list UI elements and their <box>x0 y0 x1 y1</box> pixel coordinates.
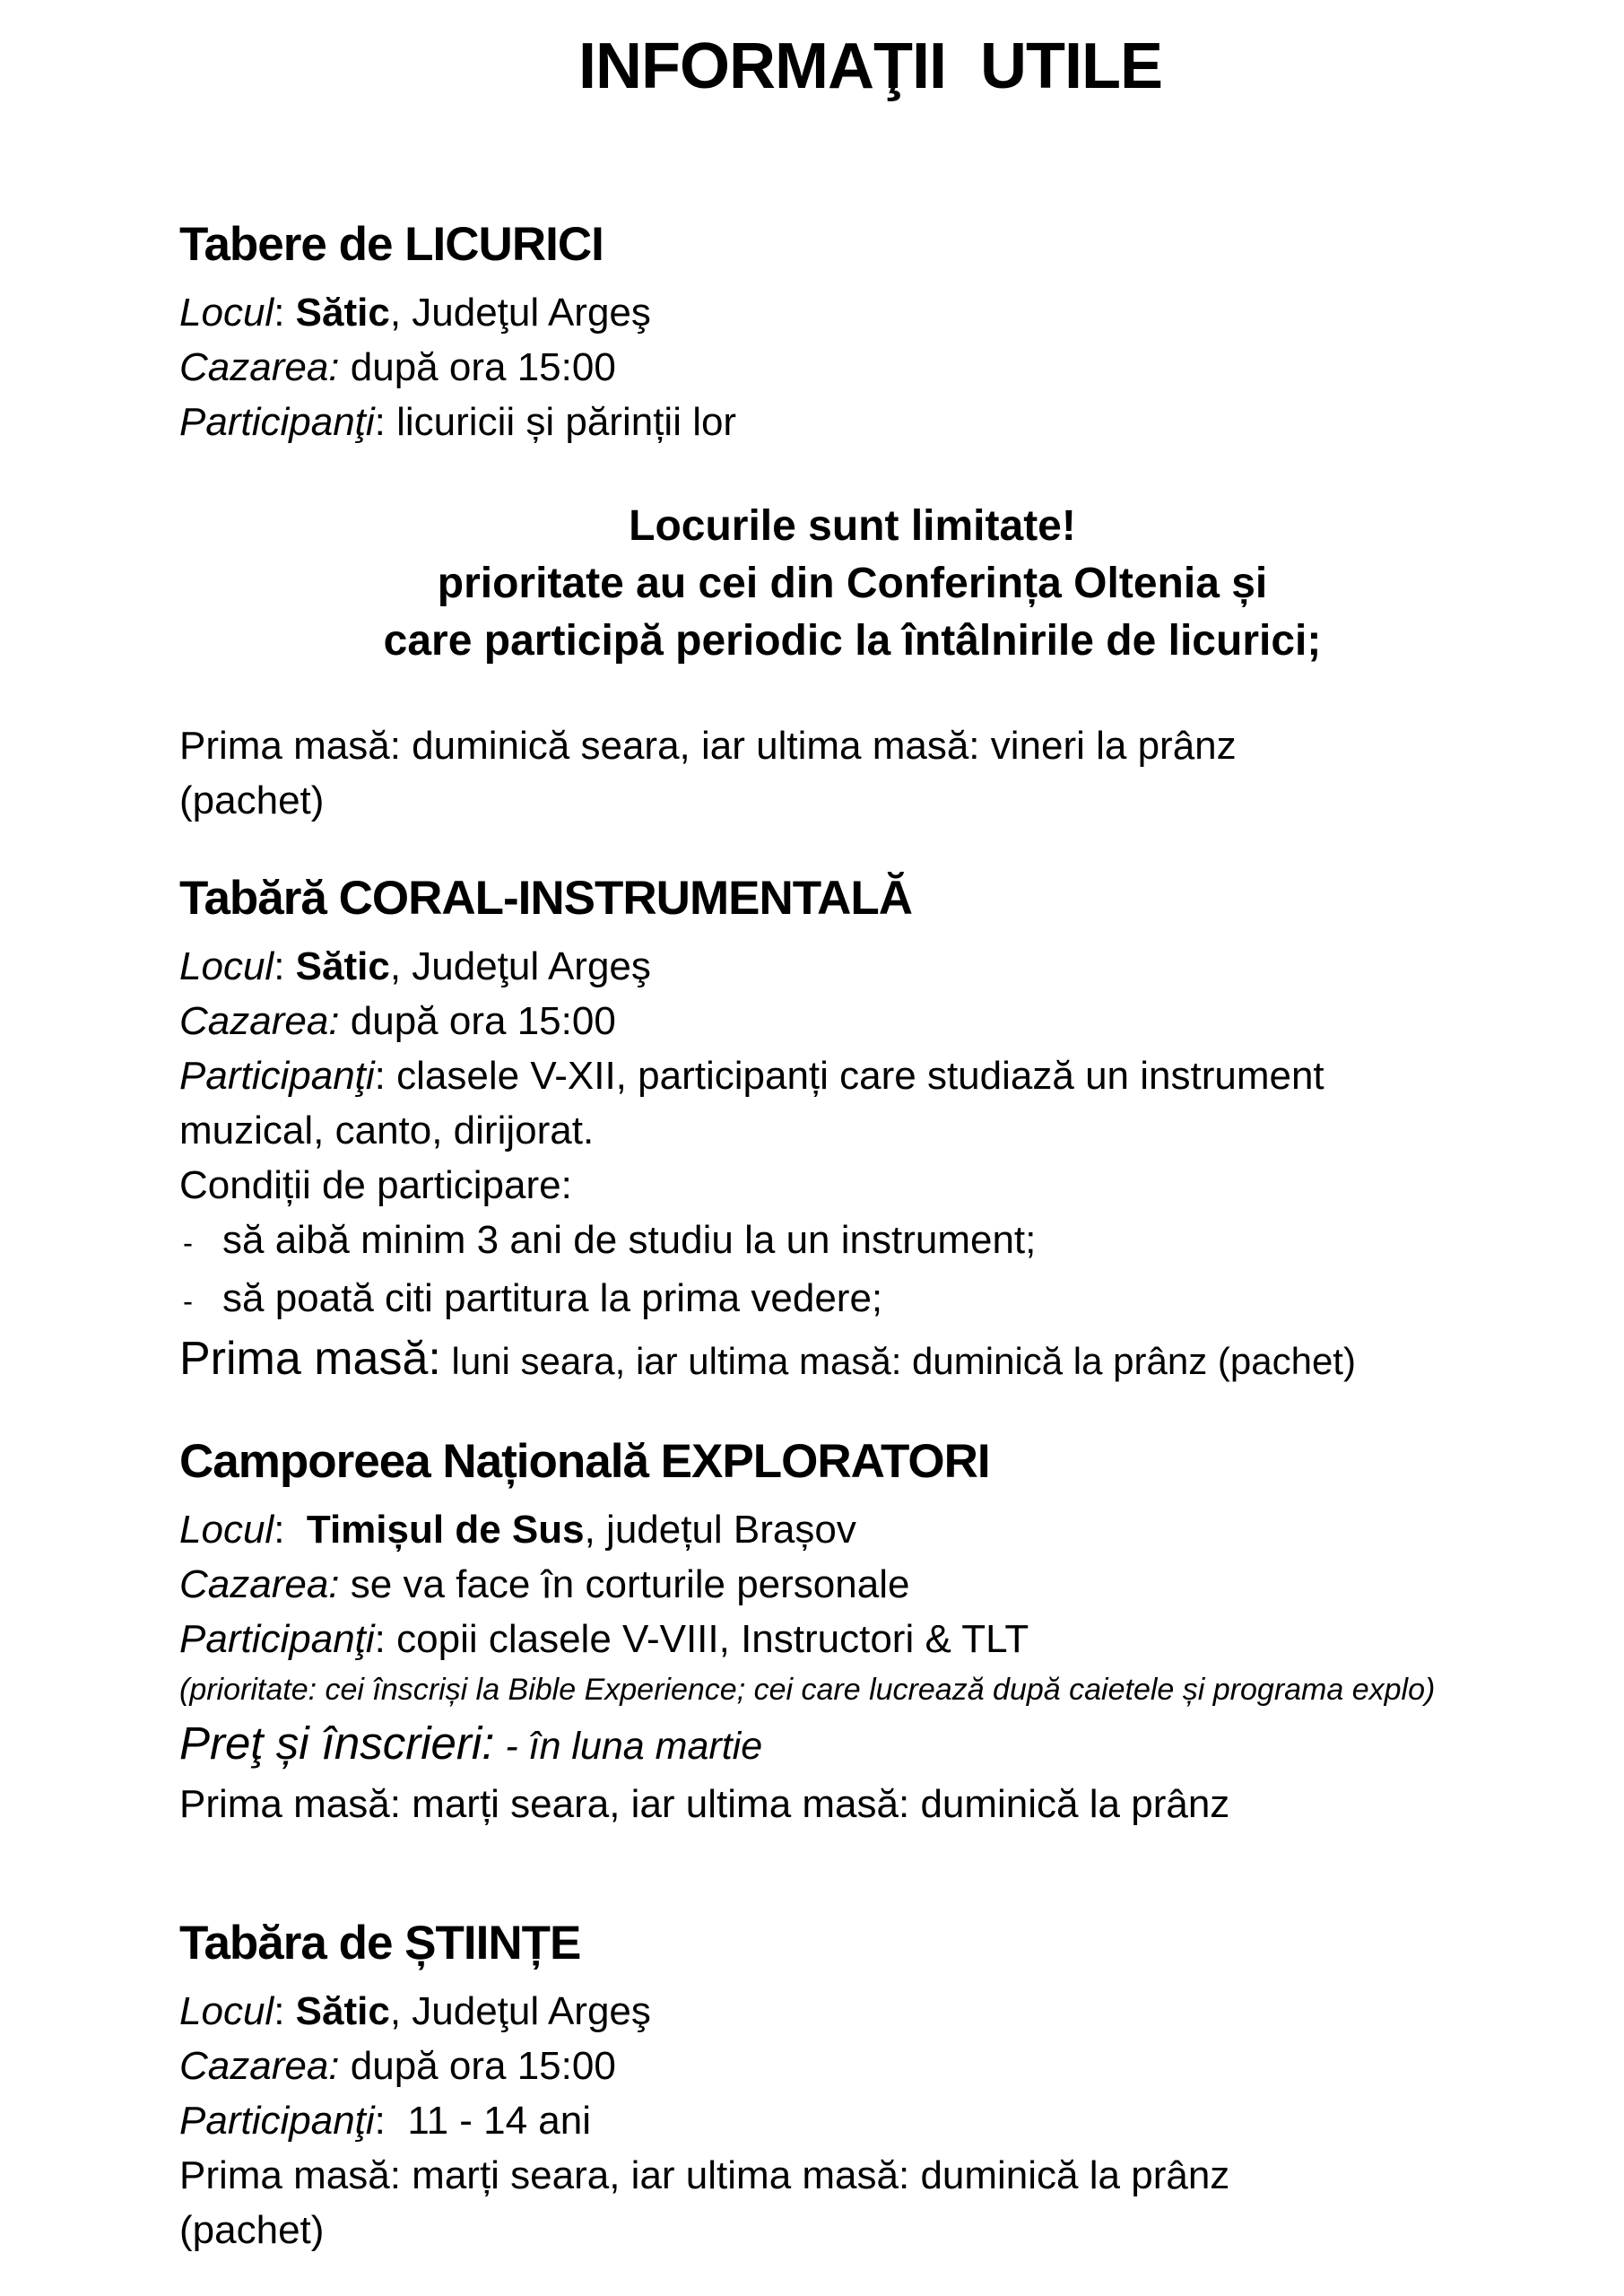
pret-value: - în luna martie <box>494 1725 763 1768</box>
locul-sep: : <box>274 1508 307 1552</box>
cazarea-value: după ora 15:00 <box>339 2044 616 2088</box>
participanti-line <box>179 2093 1561 2148</box>
section-heading-licurici: Tabere de LICURICI <box>179 218 604 271</box>
locul-rest: , județul Brașov <box>584 1508 856 1552</box>
pret-line <box>179 1713 1561 1777</box>
section-coral <box>179 869 1561 1391</box>
participanti-line-2: muzical, canto, dirijorat. <box>179 1109 595 1152</box>
section-licurici <box>179 215 1561 828</box>
locul-rest: , Judeţul Argeş <box>389 1989 651 2033</box>
notice-block <box>179 498 1525 670</box>
participanti-value: 11 - 14 ani <box>407 2099 592 2143</box>
locul-label: Locul <box>179 291 274 335</box>
pachet-line: (pachet) <box>179 2208 325 2252</box>
participanti-label: Participanţi <box>179 1054 375 1098</box>
participanti-line <box>179 1612 1561 1666</box>
locul-sep: : <box>274 1989 296 2033</box>
bullet-text: să poată citi partitura la prima vedere; <box>222 1276 883 1320</box>
conditii-line: Condiții de participare: <box>179 1163 572 1207</box>
notice-line-3: care participă periodic la întâlnirile de licurici; <box>383 617 1322 665</box>
participanti-value: clasele V-XII, participanți care studiază un instrument <box>396 1054 1324 1098</box>
section-heading-exploratori: Camporeea Națională EXPLORATORI <box>179 1435 990 1488</box>
cazarea-label: Cazarea: <box>179 345 340 389</box>
participanti-sep: : <box>374 2099 408 2143</box>
pachet-line: (pachet) <box>179 778 325 822</box>
masa-label: Prima masă: <box>179 1333 441 1385</box>
bullet-dash: - <box>183 1284 193 1318</box>
participanti-label: Participanţi <box>179 1617 375 1661</box>
bullet-text: să aibă minim 3 ani de studiu la un instrument; <box>222 1218 1037 1262</box>
bullet-line-2 <box>179 1271 1561 1329</box>
locul-line <box>179 285 1561 340</box>
masa-line: Prima masă: marți seara, iar ultima masă: duminică la prânz <box>179 2153 1230 2197</box>
participanti-sep: : <box>374 1617 397 1661</box>
participanti-line <box>179 1048 1561 1103</box>
locul-label: Locul <box>179 1989 274 2033</box>
locul-line <box>179 1502 1561 1557</box>
locul-line <box>179 1984 1561 2039</box>
section-heading-stiinte: Tabăra de ȘTIINȚE <box>179 1917 581 1970</box>
section-heading-coral: Tabără CORAL-INSTRUMENTALĂ <box>179 872 913 925</box>
cazarea-label: Cazarea: <box>179 1562 340 1606</box>
participanti-line <box>179 395 1561 449</box>
cazarea-label: Cazarea: <box>179 999 340 1043</box>
bullet-dash: - <box>183 1226 193 1259</box>
locul-rest: , Judeţul Argeş <box>389 291 651 335</box>
prioritate-line: (prioritate: cei înscriși la Bible Experience; cei care lucrează după caietele și programa explo) <box>179 1673 1436 1707</box>
participanti-sep: : <box>374 1054 397 1098</box>
masa-line <box>179 1329 1561 1391</box>
document-title: INFORMAŢII UTILE <box>578 30 1162 102</box>
cazarea-value: după ora 15:00 <box>339 999 616 1043</box>
pret-label: Preţ și înscrieri: <box>179 1718 495 1769</box>
participanti-sep: : <box>374 400 397 444</box>
locul-place: Sătic <box>295 944 390 988</box>
participanti-label: Participanţi <box>179 2099 375 2143</box>
locul-place: Timișul de Sus <box>306 1508 585 1552</box>
participanti-label: Participanţi <box>179 400 375 444</box>
participanti-value: copii clasele V-VIII, Instructori & TLT <box>396 1617 1029 1661</box>
cazarea-line <box>179 340 1561 395</box>
locul-label: Locul <box>179 1508 274 1552</box>
masa-line: Prima masă: duminică seara, iar ultima masă: vineri la prânz <box>179 724 1237 768</box>
cazarea-line <box>179 1557 1561 1612</box>
locul-sep: : <box>274 944 296 988</box>
participanti-value: licuricii și părinții lor <box>396 400 737 444</box>
cazarea-line <box>179 994 1561 1048</box>
masa-value: luni seara, iar ultima masă: duminică la prânz (pachet) <box>440 1340 1356 1382</box>
locul-rest: , Judeţul Argeş <box>389 944 651 988</box>
masa-line: Prima masă: marți seara, iar ultima masă: duminică la prânz <box>179 1782 1230 1826</box>
locul-place: Sătic <box>295 291 390 335</box>
cazarea-value: după ora 15:00 <box>339 345 616 389</box>
locul-sep: : <box>274 291 296 335</box>
notice-line-2: prioritate au cei din Conferința Oltenia și <box>437 560 1268 607</box>
cazarea-line <box>179 2039 1561 2093</box>
locul-line <box>179 939 1561 994</box>
locul-place: Sătic <box>295 1989 390 2033</box>
locul-label: Locul <box>179 944 274 988</box>
section-stiinte <box>179 1914 1561 2257</box>
cazarea-label: Cazarea: <box>179 2044 340 2088</box>
notice-line-1: Locurile sunt limitate! <box>629 502 1076 550</box>
section-exploratori <box>179 1432 1561 1831</box>
bullet-line-1 <box>179 1213 1561 1271</box>
cazarea-value: se va face în corturile personale <box>339 1562 910 1606</box>
